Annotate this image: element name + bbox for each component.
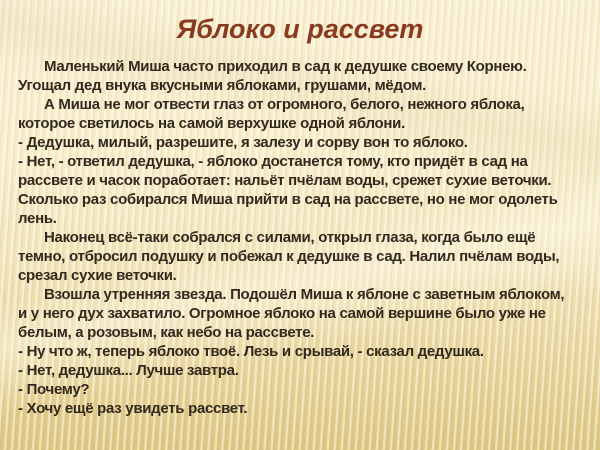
text-line: которое светилось на самой верхушке одной яблони. <box>18 115 405 132</box>
text-line: - Ну что ж, теперь яблоко твоё. Лезь и срывай, - сказал дедушка. <box>18 343 484 360</box>
text-line: темно, отбросил подушку и побежал к дедушке в сад. Налил пчёлам воды, <box>18 248 560 265</box>
story-text-block <box>0 57 600 418</box>
text-line: Наконец всё-таки собрался с силами, открыл глаза, когда было ещё <box>44 229 536 246</box>
text-line: лень. <box>18 210 57 227</box>
text-line: А Миша не мог отвести глаз от огромного, белого, нежного яблока, <box>44 96 525 113</box>
text-line: рассвете и часок поработает: нальёт пчёлам воды, срежет сухие веточки. <box>18 172 552 189</box>
text-line: белым, а розовым, как небо на рассвете. <box>18 324 315 341</box>
text-line: Угощал дед внука вкусными яблоками, грушами, мёдом. <box>18 77 427 94</box>
text-line: и у него дух захватило. Огромное яблоко на самой вершине было уже не <box>18 305 546 322</box>
text-line: - Нет, - ответил дедушка, - яблоко достанется тому, кто придёт в сад на <box>18 153 528 170</box>
text-line: срезал сухие веточки. <box>18 267 177 284</box>
text-line: - Дедушка, милый, разрешите, я залезу и сорву вон то яблоко. <box>18 134 468 151</box>
text-line: - Нет, дедушка... Лучше завтра. <box>18 362 239 379</box>
text-line: Сколько раз собирался Миша прийти в сад на рассвете, но не мог одолеть <box>18 191 558 208</box>
text-line: Взошла утренняя звезда. Подошёл Миша к яблоне с заветным яблоком, <box>44 286 565 303</box>
slide-title: Яблоко и рассвет <box>176 14 424 44</box>
text-line: - Хочу ещё раз увидеть рассвет. <box>18 400 248 417</box>
text-line: - Почему? <box>18 381 90 398</box>
text-line: Маленький Миша часто приходил в сад к дедушке своему Корнею. <box>44 58 527 75</box>
